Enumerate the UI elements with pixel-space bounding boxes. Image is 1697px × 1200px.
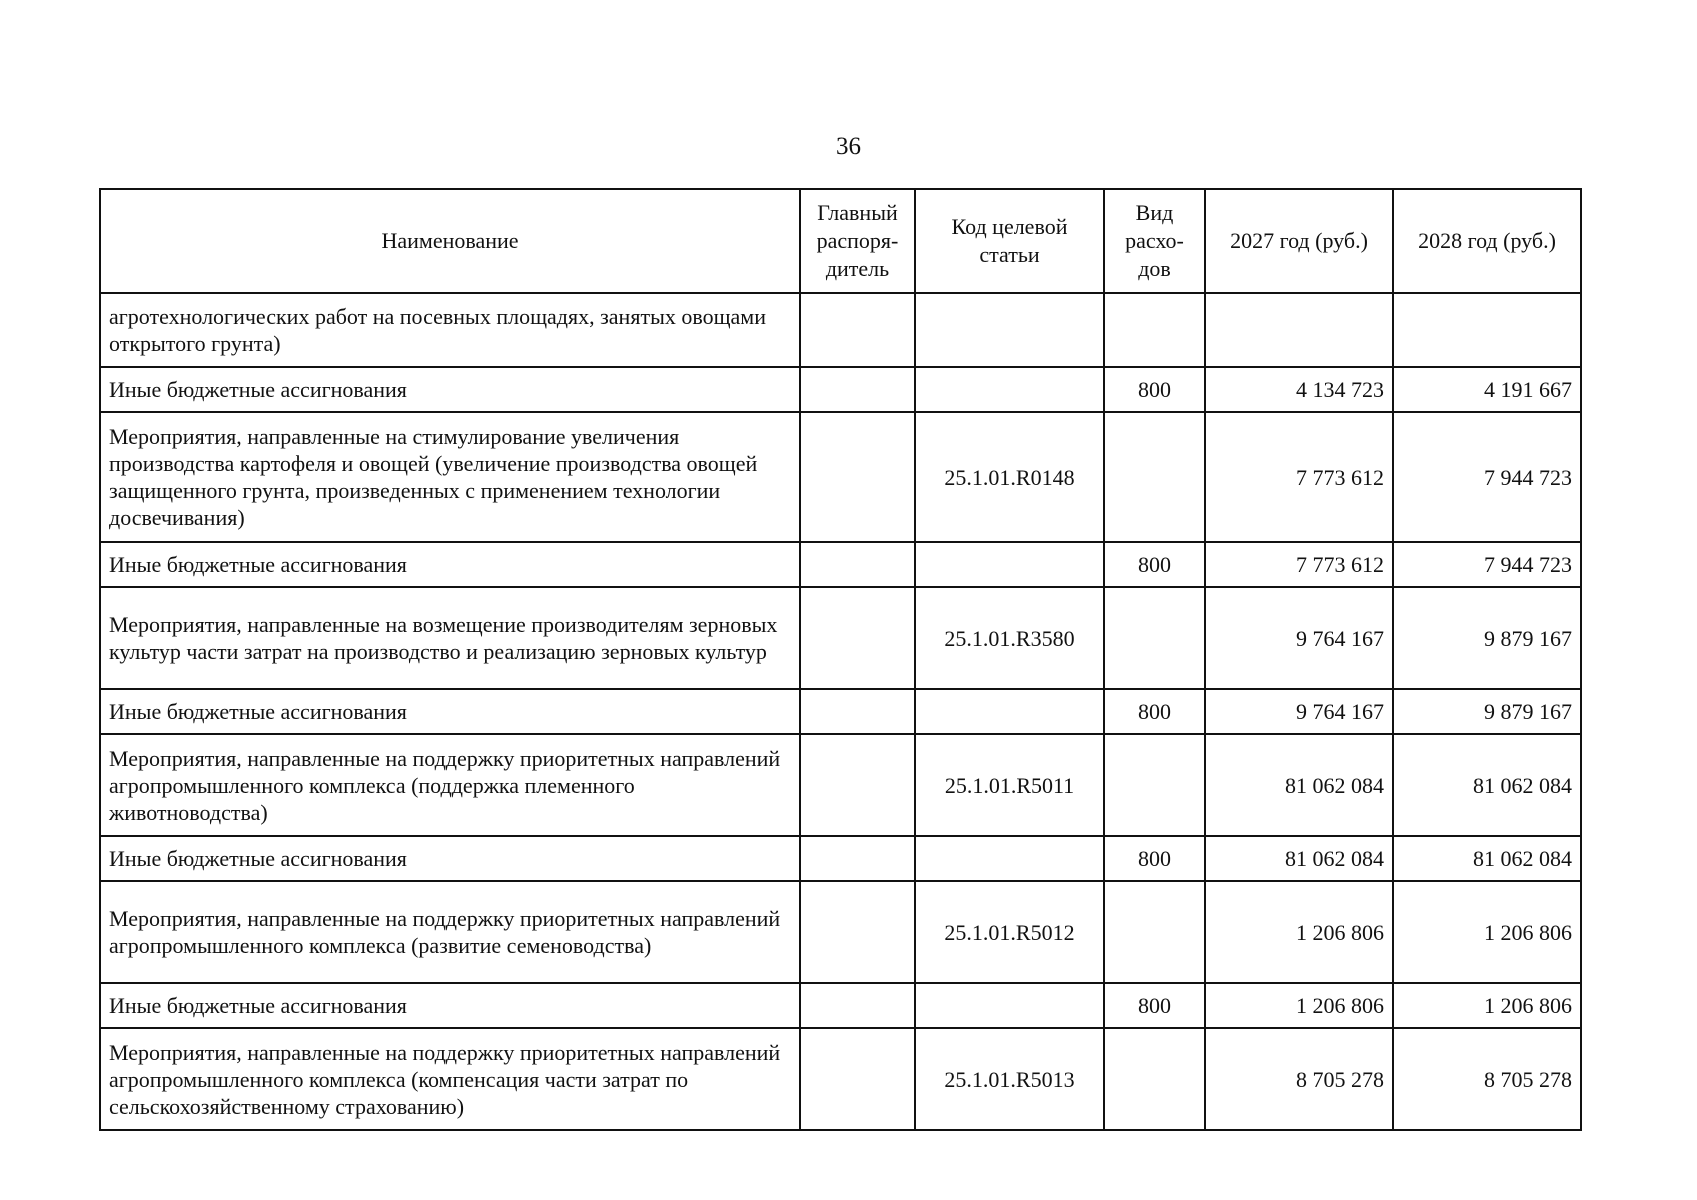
- row-code: 25.1.01.R5011: [915, 734, 1104, 836]
- header-name: Наименование: [100, 189, 800, 293]
- table-row: [100, 881, 1581, 983]
- table-row: [100, 542, 1581, 587]
- table-row: [100, 983, 1581, 1028]
- row-2027: 1 206 806: [1205, 881, 1393, 983]
- row-code: 25.1.01.R0148: [915, 412, 1104, 542]
- row-2027: 7 773 612: [1205, 542, 1393, 587]
- row-name: Иные бюджетные ассигнования: [100, 367, 800, 412]
- row-admin: [800, 734, 915, 836]
- row-admin: [800, 689, 915, 734]
- table-row: [100, 836, 1581, 881]
- table-row: [100, 367, 1581, 412]
- row-type: 800: [1104, 542, 1205, 587]
- row-code: [915, 367, 1104, 412]
- row-2028: 9 879 167: [1393, 689, 1581, 734]
- row-name: агротехнологических работ на посевных площадях, занятых овощами открытого грунта): [100, 293, 800, 367]
- row-admin: [800, 836, 915, 881]
- row-type: 800: [1104, 836, 1205, 881]
- row-2028: 1 206 806: [1393, 881, 1581, 983]
- row-2027: [1205, 293, 1393, 367]
- row-type: [1104, 881, 1205, 983]
- row-type: 800: [1104, 983, 1205, 1028]
- row-code: [915, 293, 1104, 367]
- table-row: [100, 1028, 1581, 1130]
- row-admin: [800, 293, 915, 367]
- header-code: Код целевой статьи: [915, 189, 1104, 293]
- header-2028: 2028 год (руб.): [1393, 189, 1581, 293]
- header-type: Вид расхо-дов: [1104, 189, 1205, 293]
- row-2027: 4 134 723: [1205, 367, 1393, 412]
- row-2028: 7 944 723: [1393, 412, 1581, 542]
- row-type: 800: [1104, 367, 1205, 412]
- row-code: [915, 542, 1104, 587]
- row-2027: 81 062 084: [1205, 734, 1393, 836]
- table-row: [100, 734, 1581, 836]
- row-admin: [800, 881, 915, 983]
- row-admin: [800, 983, 915, 1028]
- table-row: [100, 293, 1581, 367]
- row-type: [1104, 1028, 1205, 1130]
- row-type: 800: [1104, 689, 1205, 734]
- row-name: Иные бюджетные ассигнования: [100, 983, 800, 1028]
- row-admin: [800, 412, 915, 542]
- row-name: Мероприятия, направленные на поддержку приоритетных направлений агропромышленного комплекса (развитие семеноводства): [100, 881, 800, 983]
- row-admin: [800, 367, 915, 412]
- row-name: Мероприятия, направленные на стимулирование увеличения производства картофеля и овощей (увеличение производства овощей защищенного грунта, произведенных с применением технологии досвечивания): [100, 412, 800, 542]
- row-2028: 9 879 167: [1393, 587, 1581, 689]
- table-row: [100, 587, 1581, 689]
- row-type: [1104, 293, 1205, 367]
- row-admin: [800, 1028, 915, 1130]
- row-admin: [800, 587, 915, 689]
- row-name: Мероприятия, направленные на поддержку приоритетных направлений агропромышленного комплекса (компенсация части затрат по сельскохозяйственному страхованию): [100, 1028, 800, 1130]
- row-2027: 7 773 612: [1205, 412, 1393, 542]
- page-number: 36: [836, 133, 861, 160]
- row-2028: 4 191 667: [1393, 367, 1581, 412]
- row-name: Мероприятия, направленные на поддержку приоритетных направлений агропромышленного комплекса (поддержка племенного животноводства): [100, 734, 800, 836]
- row-2028: [1393, 293, 1581, 367]
- row-2028: 81 062 084: [1393, 734, 1581, 836]
- row-name: Иные бюджетные ассигнования: [100, 836, 800, 881]
- header-2027: 2027 год (руб.): [1205, 189, 1393, 293]
- row-2028: 1 206 806: [1393, 983, 1581, 1028]
- row-admin: [800, 542, 915, 587]
- budget-table: [99, 188, 1582, 1131]
- row-code: 25.1.01.R5012: [915, 881, 1104, 983]
- row-2027: 1 206 806: [1205, 983, 1393, 1028]
- row-name: Иные бюджетные ассигнования: [100, 542, 800, 587]
- row-2028: 81 062 084: [1393, 836, 1581, 881]
- row-code: 25.1.01.R5013: [915, 1028, 1104, 1130]
- row-name: Мероприятия, направленные на возмещение производителям зерновых культур части затрат на производство и реализацию зерновых культур: [100, 587, 800, 689]
- row-name: Иные бюджетные ассигнования: [100, 689, 800, 734]
- table-row: [100, 689, 1581, 734]
- row-2027: 9 764 167: [1205, 689, 1393, 734]
- row-code: [915, 689, 1104, 734]
- row-2028: 7 944 723: [1393, 542, 1581, 587]
- row-2027: 81 062 084: [1205, 836, 1393, 881]
- table-row: [100, 412, 1581, 542]
- row-2028: 8 705 278: [1393, 1028, 1581, 1130]
- table-header-row: [100, 189, 1581, 293]
- row-type: [1104, 734, 1205, 836]
- row-code: [915, 836, 1104, 881]
- row-2027: 9 764 167: [1205, 587, 1393, 689]
- row-code: [915, 983, 1104, 1028]
- row-2027: 8 705 278: [1205, 1028, 1393, 1130]
- row-code: 25.1.01.R3580: [915, 587, 1104, 689]
- row-type: [1104, 412, 1205, 542]
- row-type: [1104, 587, 1205, 689]
- header-admin: Главный распоря-дитель: [800, 189, 915, 293]
